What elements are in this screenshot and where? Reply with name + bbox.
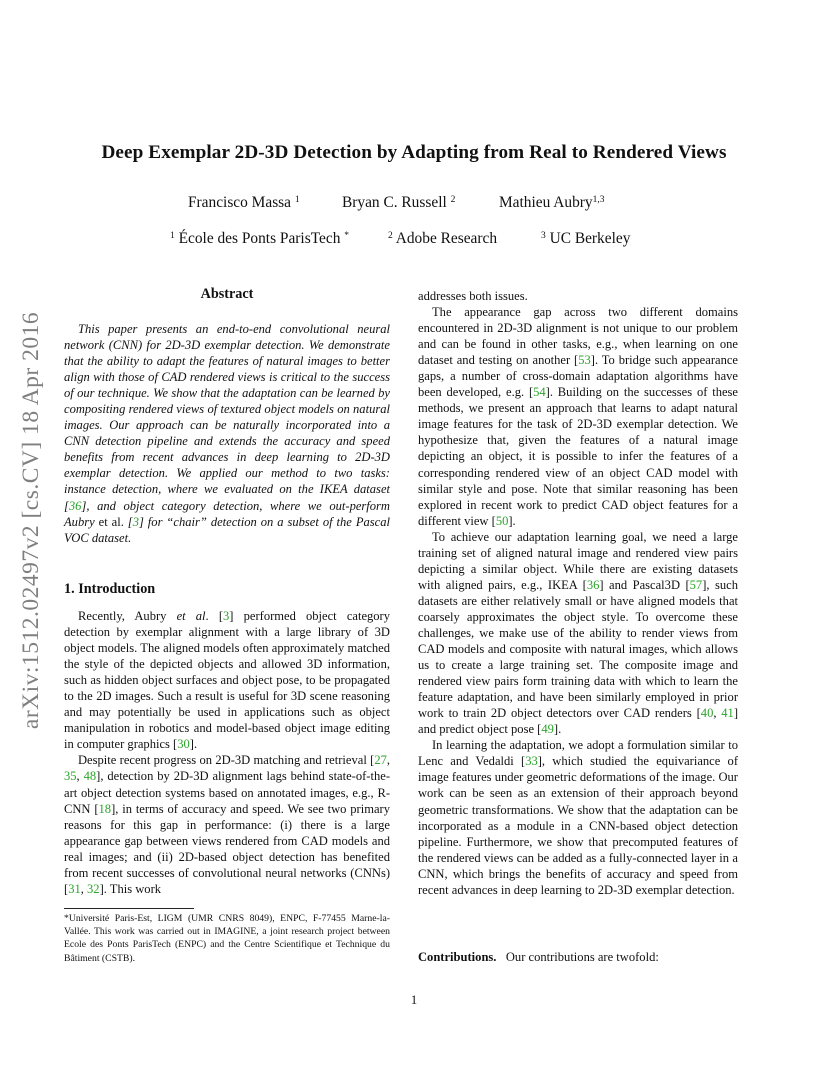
intro-text <box>64 608 390 897</box>
footnote: *Université Paris-Est, LIGM (UMR CNRS 8049), ENPC, F-77455 Marne-la-Vallée. This work was carried out in IMAGINE, a joint research project between Ecole des Ponts ParisTech (ENPC) and the Centre Scientifique et Technique du Bâtiment (CSTB). <box>64 913 390 964</box>
intro-paragraph-1: Recently, Aubry et al. [3] performed object category detection by exemplar alignment with a large library of 3D object models. The aligned models often approximately matched the style of the depicted objects and allowed 3D information, such as hidden object surfaces and object pose, to be propagated to the 2D images. Such a result is useful for 3D scene reasoning and may potentially be used in applications such as object manipulation in robotics and model-based object image editing in computer graphics [30]. <box>64 609 391 752</box>
affiliation-3: $^3$ UC Berkeley <box>541 230 631 247</box>
abstract-text: This paper presents an end-to-end convolutional neural network (CNN) for 2D-3D exemplar detection. We demonstrate that the ability to adapt the features of natural images to better align with those of CAD rendered views is critical to the success of our technique. We show that the adaptation can be learned by compositing rendered views of textured object models on natural images. Our approach can be naturally incorporated into a CNN detection pipeline and extends the accuracy and speed benefits from recent advances in deep learning to 2D-3D exemplar detection. We applied our method to two tasks: instance detection, where we evaluated on the IKEA dataset [36], and object category detection, where we out-perform Aubry et al. [3] for “chair” detection on a subset of the Pascal VOC dataset. <box>64 322 390 545</box>
affiliation-2: $^2$ Adobe Research <box>388 230 498 247</box>
intro-heading: 1. Introduction <box>64 581 156 597</box>
author-1: Francisco Massa $^1$ <box>188 194 300 211</box>
contributions-heading: Contributions. <box>418 950 497 964</box>
arxiv-stamp: arXiv:1512.02497v2 [cs.CV] 18 Apr 2016 <box>18 311 45 729</box>
author-3: Mathieu Aubry$^{1,3}$ <box>499 194 605 211</box>
contributions-text: Our contributions are twofold: <box>505 950 659 964</box>
right-paragraph-2: To achieve our adaptation learning goal, we need a large training set of aligned natural image and rendered view pairs depicting a similar object. While there are existing datasets with aligned pairs, e.g., IKEA [36] and Pascal3D [57], such datasets are either relatively small or have aligned models that coarsely approximates the object style. To overcome these challenges, we make use of the ability to render views from CAD models and composite with natural images, which allows us to create a large training set. The composite image and rendered view pairs form training data with which to learn the feature adaptation, and have been similarly employed in prior work to train 2D object detectors over CAD renders [40, 41] and predict object pose [49]. <box>418 529 739 737</box>
affiliation-1: $^1$ École des Ponts ParisTech * <box>170 230 349 247</box>
right-paragraph-1: The appearance gap across two different domains encountered in 2D-3D alignment is not unique to our problem and can be found in other tasks, e.g., when learning on one dataset and testing on another [53]. To bridge such appearance gaps, a number of cross-domain adaptation algorithms have been developed, e.g. [54]. Building on the successes of these methods, we present an approach that learns to adapt natural image features for the task of 2D-3D exemplar detection. We hypothesize that, given the features of a natural image depicting an object, it is possible to infer the features of a corresponding rendered view of an object CAD model with similar style and pose. Note that similar reasoning has been explored in recent work to predict CAD object features for a different view [50]. <box>418 305 738 528</box>
contributions-line <box>418 950 659 965</box>
footnote-rule <box>64 908 194 909</box>
right-column-text <box>418 288 738 898</box>
page-number: 1 <box>410 993 418 1007</box>
right-paragraph-3: In learning the adaptation, we adopt a formulation similar to Lenc and Vedaldi [33], which studied the equivariance of image features under geometric deformations of the image. Our work can be seen as an extension of their approach beyond geometric transformations. We show that the adaptation can be incorporated as a module in a CNN-based object detection pipeline. Furthermore, we show that precomputed features of the rendered views can be added as a fully-connected layer in a CNN, which brings the benefits of accuracy and speed from recent advances in deep learning to 2D-3D exemplar detection. <box>418 738 738 897</box>
author-2: Bryan C. Russell $^2$ <box>342 194 456 211</box>
intro-paragraph-2: Despite recent progress on 2D-3D matching and retrieval [27, 35, 48], detection by 2D-3D alignment lags behind state-of-the-art object detection systems based on annotated images, e.g., R-CNN [18], in terms of accuracy and speed. We see two primary reasons for this gap in performance: (i) there is a large appearance gap between views rendered from CAD models and real images; and (ii) 2D-based object detection has benefited from recent successes of convolutional neural networks (CNNs) [31, 32]. This work <box>64 753 390 896</box>
right-paragraph-0: addresses both issues. <box>418 289 528 303</box>
paper-title: Deep Exemplar 2D-3D Detection by Adapting from Real to Rendered Views <box>101 142 727 163</box>
abstract-heading: Abstract <box>200 286 254 302</box>
